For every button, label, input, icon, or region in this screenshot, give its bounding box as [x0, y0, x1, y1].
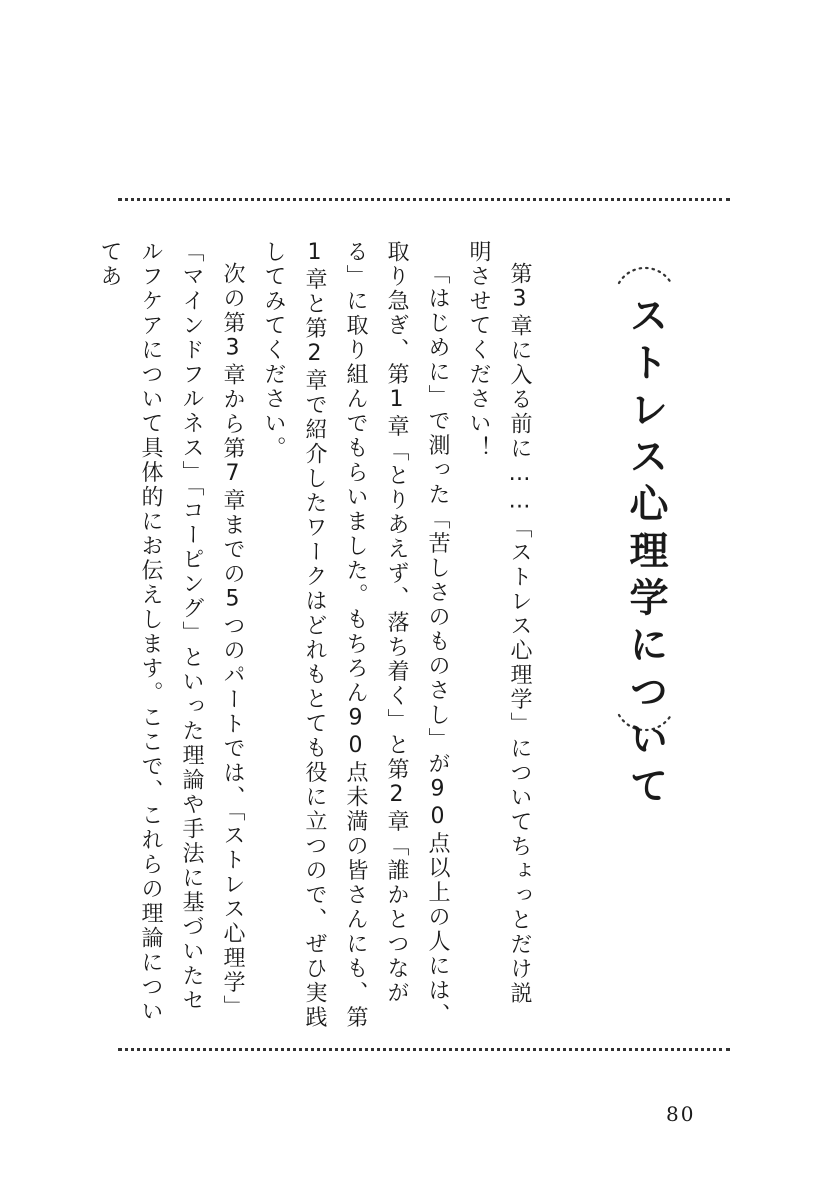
body-text	[97, 240, 540, 1030]
chapter-heading	[605, 243, 685, 812]
paragraph: 次の第3章から第7章までの5つのパートでは、「ストレス心理学」「マインドフルネス」「コーピング」といった理論や手法に基づいたセルフケアについて具体的にお伝えします。ここで、これらの理論についてあ	[97, 240, 245, 1024]
page-number: 80	[666, 1102, 696, 1126]
chapter-title: ストレス心理学について	[623, 295, 668, 812]
top-dotted-divider	[118, 198, 730, 201]
bottom-dotted-divider	[118, 1048, 730, 1051]
paragraph: 「はじめに」で測った「苦しさのものさし」が90点以上の人には、取り急ぎ、第1章「とりあえず、落ち着く」と第2章「誰かとつながる」に取り組んでもらいました。もちろん90点未満の皆さんにも、第1章と第2章で紹介したワークはどれもとても役に立つので、ぜひ実践してみてください。	[261, 240, 450, 1030]
paragraph: 第3章に入る前に……「ストレス心理学」についてちょっとだけ説明させてください！	[466, 240, 532, 1006]
